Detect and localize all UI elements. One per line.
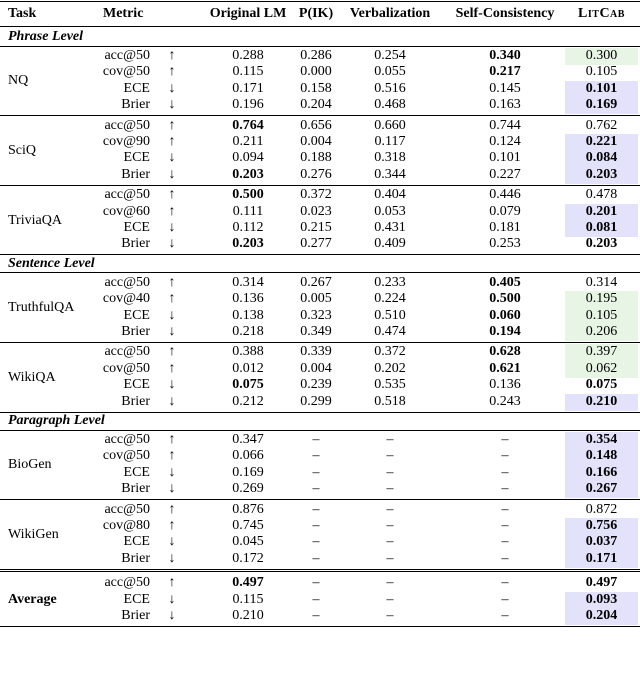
cell-value: 0.217	[489, 64, 521, 80]
cell-value: 0.012	[232, 360, 264, 376]
cell-value: –	[501, 501, 509, 517]
cell-value: 0.169	[232, 464, 264, 480]
cell-value: 0.196	[232, 97, 264, 113]
cell-value: 0.323	[300, 307, 332, 323]
table-rule	[0, 571, 640, 572]
cell-value: 0.004	[300, 134, 332, 149]
metric-label: acc@50	[104, 575, 150, 591]
table-rule	[0, 342, 640, 343]
metric-direction-arrow: ↓	[168, 481, 176, 497]
cell-value: 0.404	[374, 187, 406, 203]
cell-value: –	[312, 518, 320, 533]
task-name: TruthfulQA	[8, 300, 75, 316]
metric-label: Brier	[121, 236, 150, 252]
cell-value: 0.171	[232, 80, 264, 96]
cell-value: 0.227	[489, 166, 521, 182]
cell-value: 0.500	[232, 187, 264, 203]
cell-value: 0.446	[489, 187, 521, 203]
table-row	[0, 534, 640, 550]
metric-direction-arrow: ↓	[168, 608, 176, 623]
cell-value: 0.221	[585, 134, 618, 149]
header-litcab: LitCab	[578, 6, 625, 21]
table-row	[0, 187, 640, 203]
table-rule	[0, 26, 640, 27]
metric-label: ECE	[123, 307, 150, 323]
table-row	[0, 48, 640, 64]
cell-value: –	[386, 481, 394, 497]
table-rule	[0, 46, 640, 47]
cell-value: 0.372	[374, 344, 406, 360]
cell-value: 0.101	[585, 80, 618, 96]
table-row	[0, 308, 640, 324]
cell-value: 0.478	[585, 187, 618, 203]
metric-direction-arrow: ↓	[168, 550, 176, 566]
cell-value: 0.318	[374, 150, 406, 166]
metric-label: Brier	[121, 393, 150, 409]
cell-value: 0.181	[489, 220, 521, 235]
table-row	[0, 324, 640, 340]
metric-direction-arrow: ↑	[168, 117, 176, 133]
cell-value: –	[312, 464, 320, 480]
cell-value: –	[312, 501, 320, 517]
cell-value: 0.372	[300, 187, 332, 203]
cell-value: 0.210	[585, 393, 618, 409]
cell-value: 0.203	[232, 166, 264, 182]
metric-direction-arrow: ↓	[168, 80, 176, 96]
cell-value: 0.518	[374, 393, 406, 409]
cell-value: 0.115	[232, 591, 264, 607]
table-row	[0, 204, 640, 220]
section-label: Sentence Level	[8, 255, 95, 271]
cell-value: 0.079	[489, 203, 521, 219]
metric-label: Brier	[121, 608, 150, 623]
metric-direction-arrow: ↓	[168, 166, 176, 182]
table-row	[0, 465, 640, 481]
table-row	[0, 236, 640, 252]
header-metric: Metric	[103, 6, 144, 21]
header-pik: P(IK)	[298, 6, 334, 21]
header-self-consistency: Self-Consistency	[455, 6, 555, 21]
metric-direction-arrow: ↓	[168, 534, 176, 550]
table-rule	[0, 185, 640, 186]
metric-label: acc@50	[104, 501, 150, 517]
metric-label: cov@40	[102, 291, 150, 307]
cell-value: 0.195	[585, 291, 618, 307]
cell-value: 0.201	[585, 203, 618, 219]
cell-value: 0.023	[300, 203, 332, 219]
metric-direction-arrow: ↓	[168, 464, 176, 480]
metric-label: cov@50	[102, 448, 150, 464]
table-row	[0, 118, 640, 134]
cell-value: 0.510	[374, 307, 406, 323]
table-row	[0, 432, 640, 448]
metric-direction-arrow: ↓	[168, 97, 176, 113]
metric-direction-arrow: ↑	[168, 291, 176, 307]
table-row	[0, 502, 640, 518]
cell-value: 0.081	[585, 220, 618, 235]
cell-value: –	[501, 448, 509, 464]
task-name-average: Average	[8, 592, 57, 608]
cell-value: 0.409	[374, 236, 406, 252]
cell-value: 0.872	[585, 501, 618, 517]
section-label: Paragraph Level	[8, 413, 105, 428]
cell-value: 0.354	[585, 432, 618, 447]
cell-value: –	[386, 550, 394, 566]
task-name: WikiQA	[8, 369, 56, 385]
table-row	[0, 275, 640, 291]
metric-label: ECE	[123, 464, 150, 480]
metric-direction-arrow: ↓	[168, 307, 176, 323]
metric-label: cov@60	[102, 203, 150, 219]
metric-direction-arrow: ↓	[168, 236, 176, 252]
cell-value: 0.163	[489, 97, 521, 113]
table-rule	[0, 272, 640, 273]
cell-value: –	[501, 518, 509, 533]
metric-direction-arrow: ↑	[168, 501, 176, 517]
cell-value: 0.276	[300, 166, 332, 182]
cell-value: 0.756	[585, 518, 618, 533]
metric-direction-arrow: ↑	[168, 274, 176, 290]
metric-label: ECE	[123, 150, 150, 166]
cell-value: –	[312, 591, 320, 607]
cell-value: 0.300	[585, 48, 618, 63]
cell-value: 0.005	[300, 291, 332, 307]
table-row	[0, 220, 640, 236]
cell-value: 0.286	[300, 48, 332, 63]
cell-value: 0.158	[300, 80, 332, 96]
task-name: TriviaQA	[8, 212, 62, 228]
metric-direction-arrow: ↓	[168, 150, 176, 166]
cell-value: –	[312, 432, 320, 447]
cell-value: 0.101	[489, 150, 521, 166]
cell-value: –	[386, 534, 394, 550]
cell-value: 0.204	[300, 97, 332, 113]
cell-value: 0.055	[374, 64, 406, 80]
table-row	[0, 291, 640, 307]
metric-direction-arrow: ↑	[168, 344, 176, 360]
task-name: WikiGen	[8, 526, 59, 542]
metric-label: cov@90	[102, 134, 150, 149]
metric-label: ECE	[123, 220, 150, 235]
metric-direction-arrow: ↑	[168, 64, 176, 80]
cell-value: 0.206	[585, 324, 618, 339]
cell-value: 0.243	[489, 393, 521, 409]
cell-value: –	[312, 550, 320, 566]
metric-label: ECE	[123, 80, 150, 96]
cell-value: 0.105	[585, 64, 618, 80]
cell-value: 0.876	[232, 501, 264, 517]
cell-value: 0.233	[374, 274, 406, 290]
cell-value: 0.066	[232, 448, 264, 464]
metric-label: Brier	[121, 481, 150, 497]
table-row	[0, 134, 640, 150]
metric-direction-arrow: ↑	[168, 203, 176, 219]
table-row	[0, 575, 640, 591]
cell-value: 0.388	[232, 344, 264, 360]
cell-value: 0.202	[374, 360, 406, 376]
cell-value: 0.136	[489, 377, 521, 393]
cell-value: 0.212	[232, 393, 264, 409]
cell-value: 0.172	[232, 550, 264, 566]
metric-direction-arrow: ↓	[168, 324, 176, 339]
cell-value: 0.621	[489, 360, 521, 376]
cell-value: –	[386, 575, 394, 591]
metric-label: acc@50	[104, 187, 150, 203]
table-row	[0, 518, 640, 534]
cell-value: 0.136	[232, 291, 264, 307]
table-row	[0, 394, 640, 410]
cell-value: 0.267	[300, 274, 332, 290]
cell-value: 0.239	[300, 377, 332, 393]
cell-value: 0.474	[374, 324, 406, 339]
table-rule	[0, 1, 640, 2]
cell-value: 0.405	[489, 274, 521, 290]
metric-label: ECE	[123, 377, 150, 393]
cell-value: 0.060	[489, 307, 521, 323]
cell-value: 0.045	[232, 534, 264, 550]
table-rule	[0, 254, 640, 255]
metric-direction-arrow: ↑	[168, 134, 176, 149]
metric-label: cov@50	[102, 64, 150, 80]
cell-value: 0.764	[232, 117, 264, 133]
header-verbalization: Verbalization	[349, 6, 431, 21]
metric-label: acc@50	[104, 117, 150, 133]
cell-value: 0.112	[232, 220, 264, 235]
cell-value: 0.299	[300, 393, 332, 409]
table-row	[0, 377, 640, 393]
cell-value: 0.115	[232, 64, 264, 80]
cell-value: 0.203	[232, 236, 264, 252]
metric-label: acc@50	[104, 432, 150, 447]
cell-value: –	[312, 481, 320, 497]
cell-value: –	[501, 432, 509, 447]
cell-value: 0.660	[374, 117, 406, 133]
cell-value: 0.277	[300, 236, 332, 252]
table-rule	[0, 430, 640, 431]
cell-value: 0.497	[585, 575, 618, 591]
cell-value: –	[386, 501, 394, 517]
cell-value: 0.497	[232, 575, 264, 591]
table-row	[0, 448, 640, 464]
table-rule	[0, 626, 640, 627]
cell-value: 0.288	[232, 48, 264, 63]
task-name: NQ	[8, 73, 29, 89]
cell-value: 0.269	[232, 481, 264, 497]
cell-value: 0.516	[374, 80, 406, 96]
cell-value: 0.148	[585, 448, 618, 464]
metric-label: acc@50	[104, 48, 150, 63]
metric-direction-arrow: ↑	[168, 518, 176, 533]
metric-direction-arrow: ↑	[168, 432, 176, 447]
table-row	[0, 97, 640, 113]
section-label: Phrase Level	[8, 29, 84, 44]
cell-value: –	[501, 608, 509, 623]
table-rule	[0, 115, 640, 116]
cell-value: –	[312, 534, 320, 550]
metric-label: cov@80	[102, 518, 150, 533]
cell-value: 0.169	[585, 97, 618, 113]
cell-value: –	[501, 550, 509, 566]
header-original-lm: Original LM	[209, 6, 287, 21]
cell-value: 0.762	[585, 117, 618, 133]
cell-value: –	[386, 591, 394, 607]
cell-value: 0.204	[585, 608, 618, 623]
cell-value: –	[312, 608, 320, 623]
metric-direction-arrow: ↑	[168, 575, 176, 591]
cell-value: 0.254	[374, 48, 406, 63]
cell-value: 0.535	[374, 377, 406, 393]
metric-direction-arrow: ↓	[168, 591, 176, 607]
metric-label: ECE	[123, 534, 150, 550]
cell-value: 0.094	[232, 150, 264, 166]
cell-value: 0.117	[374, 134, 406, 149]
table-rule	[0, 499, 640, 500]
table-row	[0, 81, 640, 97]
cell-value: 0.339	[300, 344, 332, 360]
cell-value: 0.253	[489, 236, 521, 252]
cell-value: 0.203	[585, 166, 618, 182]
cell-value: 0.267	[585, 481, 618, 497]
table-row	[0, 64, 640, 80]
cell-value: –	[386, 518, 394, 533]
cell-value: 0.194	[489, 324, 521, 339]
cell-value: 0.468	[374, 97, 406, 113]
cell-value: 0.314	[585, 274, 618, 290]
table-row	[0, 551, 640, 567]
cell-value: 0.656	[300, 117, 332, 133]
cell-value: 0.000	[300, 64, 332, 80]
task-name: SciQ	[8, 142, 36, 158]
cell-value: 0.075	[585, 377, 618, 393]
cell-value: –	[501, 464, 509, 480]
cell-value: –	[386, 432, 394, 447]
cell-value: 0.218	[232, 324, 264, 339]
cell-value: 0.500	[489, 291, 521, 307]
cell-value: 0.138	[232, 307, 264, 323]
metric-label: acc@50	[104, 344, 150, 360]
table-row	[0, 150, 640, 166]
cell-value: –	[501, 481, 509, 497]
cell-value: 0.397	[585, 344, 618, 360]
table-row	[0, 481, 640, 497]
cell-value: 0.062	[585, 360, 618, 376]
cell-value: 0.075	[232, 377, 264, 393]
cell-value: 0.344	[374, 166, 406, 182]
cell-value: 0.124	[489, 134, 521, 149]
table-rule	[0, 569, 640, 570]
cell-value: –	[312, 575, 320, 591]
cell-value: 0.093	[585, 591, 618, 607]
metric-direction-arrow: ↑	[168, 187, 176, 203]
cell-value: –	[386, 448, 394, 464]
cell-value: –	[386, 608, 394, 623]
metric-label: Brier	[121, 550, 150, 566]
metric-direction-arrow: ↑	[168, 448, 176, 464]
metric-label: cov@50	[102, 360, 150, 376]
cell-value: 0.744	[489, 117, 521, 133]
cell-value: –	[501, 534, 509, 550]
metric-label: acc@50	[104, 274, 150, 290]
cell-value: 0.347	[232, 432, 264, 447]
metric-direction-arrow: ↓	[168, 220, 176, 235]
cell-value: 0.037	[585, 534, 618, 550]
cell-value: 0.215	[300, 220, 332, 235]
cell-value: 0.084	[585, 150, 618, 166]
cell-value: 0.314	[232, 274, 264, 290]
cell-value: 0.145	[489, 80, 521, 96]
cell-value: 0.004	[300, 360, 332, 376]
cell-value: 0.203	[585, 236, 618, 252]
cell-value: 0.111	[232, 203, 264, 219]
cell-value: 0.349	[300, 324, 332, 339]
cell-value: 0.053	[374, 203, 406, 219]
cell-value: 0.431	[374, 220, 406, 235]
cell-value: 0.171	[585, 550, 618, 566]
cell-value: 0.340	[489, 48, 521, 63]
table-row	[0, 344, 640, 360]
cell-value: 0.166	[585, 464, 618, 480]
task-name: BioGen	[8, 457, 52, 473]
table-row	[0, 592, 640, 608]
cell-value: –	[312, 448, 320, 464]
cell-value: 0.211	[232, 134, 264, 149]
cell-value: 0.188	[300, 150, 332, 166]
header-task: Task	[8, 6, 37, 21]
metric-label: Brier	[121, 97, 150, 113]
cell-value: –	[501, 575, 509, 591]
metric-label: Brier	[121, 166, 150, 182]
cell-value: 0.628	[489, 344, 521, 360]
cell-value: 0.105	[585, 307, 618, 323]
table-row	[0, 167, 640, 183]
cell-value: 0.224	[374, 291, 406, 307]
table-row	[0, 608, 640, 624]
metric-label: ECE	[123, 591, 150, 607]
metric-direction-arrow: ↑	[168, 360, 176, 376]
header-row	[0, 5, 640, 22]
cell-value: –	[501, 591, 509, 607]
metric-direction-arrow: ↓	[168, 377, 176, 393]
metric-label: Brier	[121, 324, 150, 339]
metric-direction-arrow: ↓	[168, 393, 176, 409]
cell-value: 0.210	[232, 608, 264, 623]
metric-direction-arrow: ↑	[168, 48, 176, 63]
cell-value: –	[386, 464, 394, 480]
table-row	[0, 361, 640, 377]
cell-value: 0.745	[232, 518, 264, 533]
